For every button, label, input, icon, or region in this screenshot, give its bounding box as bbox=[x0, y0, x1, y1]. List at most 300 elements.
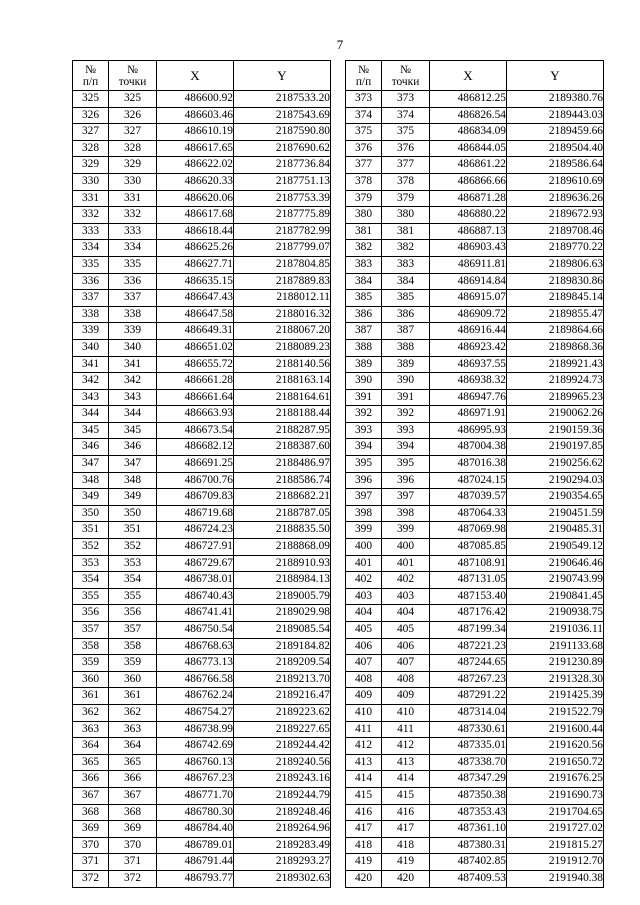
cell-point: 327 bbox=[109, 124, 157, 141]
cell-num: 333 bbox=[73, 223, 109, 240]
table-row bbox=[73, 124, 331, 141]
cell-x: 486971.91 bbox=[430, 406, 507, 423]
cell-num: 342 bbox=[73, 373, 109, 390]
cell-point: 326 bbox=[109, 107, 157, 124]
cell-x: 486791.44 bbox=[157, 854, 234, 871]
cell-y: 2189227.65 bbox=[234, 721, 331, 738]
cell-x: 487409.53 bbox=[430, 870, 507, 887]
cell-point: 337 bbox=[109, 290, 157, 307]
cell-y: 2190159.36 bbox=[507, 422, 604, 439]
cell-x: 486866.66 bbox=[430, 173, 507, 190]
cell-point: 404 bbox=[382, 605, 430, 622]
cell-point: 389 bbox=[382, 356, 430, 373]
cell-x: 486661.64 bbox=[157, 389, 234, 406]
cell-point: 390 bbox=[382, 373, 430, 390]
cell-y: 2191727.02 bbox=[507, 821, 604, 838]
cell-y: 2188140.56 bbox=[234, 356, 331, 373]
cell-x: 486909.72 bbox=[430, 306, 507, 323]
cell-y: 2189443.03 bbox=[507, 107, 604, 124]
table-row bbox=[73, 406, 331, 423]
cell-point: 369 bbox=[109, 821, 157, 838]
cell-num: 379 bbox=[346, 190, 382, 207]
cell-point: 378 bbox=[382, 173, 430, 190]
cell-num: 405 bbox=[346, 622, 382, 639]
cell-x: 487004.38 bbox=[430, 439, 507, 456]
cell-x: 486661.28 bbox=[157, 373, 234, 390]
cell-y: 2191690.73 bbox=[507, 787, 604, 804]
cell-num: 362 bbox=[73, 704, 109, 721]
cell-y: 2190294.03 bbox=[507, 472, 604, 489]
cell-point: 358 bbox=[109, 638, 157, 655]
cell-point: 394 bbox=[382, 439, 430, 456]
table-row bbox=[346, 671, 604, 688]
cell-x: 487350.38 bbox=[430, 787, 507, 804]
cell-y: 2191676.25 bbox=[507, 771, 604, 788]
cell-y: 2189672.93 bbox=[507, 207, 604, 224]
cell-point: 386 bbox=[382, 306, 430, 323]
table-row bbox=[73, 787, 331, 804]
cell-x: 486773.13 bbox=[157, 655, 234, 672]
cell-x: 486740.43 bbox=[157, 588, 234, 605]
cell-point: 384 bbox=[382, 273, 430, 290]
cell-num: 328 bbox=[73, 140, 109, 157]
cell-y: 2189864.66 bbox=[507, 323, 604, 340]
header-num: № п/п bbox=[73, 61, 109, 91]
cell-num: 397 bbox=[346, 489, 382, 506]
table-row bbox=[73, 223, 331, 240]
cell-x: 486766.58 bbox=[157, 671, 234, 688]
table-body-left bbox=[73, 91, 331, 888]
table-row bbox=[346, 190, 604, 207]
cell-num: 406 bbox=[346, 638, 382, 655]
cell-y: 2187804.85 bbox=[234, 256, 331, 273]
cell-num: 402 bbox=[346, 572, 382, 589]
table-row bbox=[346, 638, 604, 655]
cell-y: 2188682.21 bbox=[234, 489, 331, 506]
table-row bbox=[73, 821, 331, 838]
cell-num: 352 bbox=[73, 539, 109, 556]
cell-x: 487153.40 bbox=[430, 588, 507, 605]
cell-point: 331 bbox=[109, 190, 157, 207]
cell-num: 350 bbox=[73, 505, 109, 522]
table-row bbox=[73, 671, 331, 688]
table-row bbox=[73, 240, 331, 257]
cell-num: 354 bbox=[73, 572, 109, 589]
cell-x: 486691.25 bbox=[157, 456, 234, 473]
cell-point: 381 bbox=[382, 223, 430, 240]
cell-point: 387 bbox=[382, 323, 430, 340]
cell-point: 334 bbox=[109, 240, 157, 257]
cell-num: 377 bbox=[346, 157, 382, 174]
table-row bbox=[346, 173, 604, 190]
cell-x: 487338.70 bbox=[430, 754, 507, 771]
cell-point: 391 bbox=[382, 389, 430, 406]
cell-x: 486789.01 bbox=[157, 837, 234, 854]
cell-num: 367 bbox=[73, 787, 109, 804]
cell-num: 361 bbox=[73, 688, 109, 705]
cell-y: 2189244.42 bbox=[234, 738, 331, 755]
cell-num: 403 bbox=[346, 588, 382, 605]
cell-x: 486784.40 bbox=[157, 821, 234, 838]
cell-x: 487347.29 bbox=[430, 771, 507, 788]
cell-x: 486834.09 bbox=[430, 124, 507, 141]
cell-y: 2189459.66 bbox=[507, 124, 604, 141]
cell-point: 407 bbox=[382, 655, 430, 672]
table-row bbox=[346, 240, 604, 257]
cell-y: 2191600.44 bbox=[507, 721, 604, 738]
cell-y: 2188787.05 bbox=[234, 505, 331, 522]
cell-y: 2187736.84 bbox=[234, 157, 331, 174]
cell-x: 486600.92 bbox=[157, 91, 234, 108]
cell-point: 409 bbox=[382, 688, 430, 705]
cell-point: 396 bbox=[382, 472, 430, 489]
cell-point: 342 bbox=[109, 373, 157, 390]
cell-num: 347 bbox=[73, 456, 109, 473]
cell-point: 349 bbox=[109, 489, 157, 506]
cell-y: 2190062.26 bbox=[507, 406, 604, 423]
cell-y: 2187889.83 bbox=[234, 273, 331, 290]
cell-point: 350 bbox=[109, 505, 157, 522]
cell-num: 364 bbox=[73, 738, 109, 755]
cell-point: 351 bbox=[109, 522, 157, 539]
cell-point: 406 bbox=[382, 638, 430, 655]
cell-y: 2187799.07 bbox=[234, 240, 331, 257]
table-row bbox=[73, 306, 331, 323]
cell-y: 2189005.79 bbox=[234, 588, 331, 605]
cell-y: 2188188.44 bbox=[234, 406, 331, 423]
cell-point: 328 bbox=[109, 140, 157, 157]
cell-x: 486622.02 bbox=[157, 157, 234, 174]
cell-point: 403 bbox=[382, 588, 430, 605]
table-row bbox=[73, 605, 331, 622]
cell-y: 2188486.97 bbox=[234, 456, 331, 473]
cell-num: 385 bbox=[346, 290, 382, 307]
table-row bbox=[73, 472, 331, 489]
header-point: № точки bbox=[382, 61, 430, 91]
cell-num: 339 bbox=[73, 323, 109, 340]
table-row bbox=[73, 389, 331, 406]
cell-y: 2189302.63 bbox=[234, 870, 331, 887]
table-body-right bbox=[346, 91, 604, 888]
table-row bbox=[73, 190, 331, 207]
cell-x: 487267.23 bbox=[430, 671, 507, 688]
cell-x: 486750.54 bbox=[157, 622, 234, 639]
cell-x: 487016.38 bbox=[430, 456, 507, 473]
cell-x: 487291.22 bbox=[430, 688, 507, 705]
table-row bbox=[73, 157, 331, 174]
cell-num: 337 bbox=[73, 290, 109, 307]
cell-num: 360 bbox=[73, 671, 109, 688]
table-row bbox=[73, 704, 331, 721]
cell-y: 2190354.65 bbox=[507, 489, 604, 506]
table-row bbox=[73, 854, 331, 871]
cell-point: 414 bbox=[382, 771, 430, 788]
cell-point: 420 bbox=[382, 870, 430, 887]
cell-x: 486655.72 bbox=[157, 356, 234, 373]
cell-point: 353 bbox=[109, 555, 157, 572]
cell-point: 398 bbox=[382, 505, 430, 522]
cell-x: 486887.13 bbox=[430, 223, 507, 240]
cell-point: 382 bbox=[382, 240, 430, 257]
cell-x: 486738.99 bbox=[157, 721, 234, 738]
table-row bbox=[346, 837, 604, 854]
cell-num: 383 bbox=[346, 256, 382, 273]
table-row bbox=[73, 555, 331, 572]
cell-x: 486768.63 bbox=[157, 638, 234, 655]
cell-num: 326 bbox=[73, 107, 109, 124]
table-row bbox=[346, 472, 604, 489]
table-header-row bbox=[346, 61, 604, 91]
cell-point: 368 bbox=[109, 804, 157, 821]
cell-y: 2189845.14 bbox=[507, 290, 604, 307]
cell-x: 486762.24 bbox=[157, 688, 234, 705]
table-row bbox=[73, 837, 331, 854]
cell-point: 377 bbox=[382, 157, 430, 174]
cell-num: 357 bbox=[73, 622, 109, 639]
table-row bbox=[346, 107, 604, 124]
cell-y: 2189806.63 bbox=[507, 256, 604, 273]
cell-x: 487330.61 bbox=[430, 721, 507, 738]
cell-y: 2189244.79 bbox=[234, 787, 331, 804]
cell-y: 2189924.73 bbox=[507, 373, 604, 390]
cell-y: 2188012.11 bbox=[234, 290, 331, 307]
table-row bbox=[73, 207, 331, 224]
cell-x: 487402.85 bbox=[430, 854, 507, 871]
cell-num: 349 bbox=[73, 489, 109, 506]
table-row bbox=[346, 688, 604, 705]
cell-y: 2187590.80 bbox=[234, 124, 331, 141]
cell-num: 415 bbox=[346, 787, 382, 804]
cell-x: 487199.34 bbox=[430, 622, 507, 639]
cell-num: 376 bbox=[346, 140, 382, 157]
cell-y: 2191704.65 bbox=[507, 804, 604, 821]
table-row bbox=[346, 489, 604, 506]
cell-y: 2190743.99 bbox=[507, 572, 604, 589]
cell-y: 2191328.30 bbox=[507, 671, 604, 688]
table-row bbox=[346, 721, 604, 738]
table-row bbox=[73, 572, 331, 589]
cell-y: 2187543.69 bbox=[234, 107, 331, 124]
cell-y: 2189610.69 bbox=[507, 173, 604, 190]
cell-num: 336 bbox=[73, 273, 109, 290]
cell-num: 420 bbox=[346, 870, 382, 887]
header-y: Y bbox=[234, 61, 331, 91]
cell-x: 486647.58 bbox=[157, 306, 234, 323]
coordinates-table-left bbox=[72, 60, 331, 888]
cell-x: 486625.26 bbox=[157, 240, 234, 257]
cell-x: 486738.01 bbox=[157, 572, 234, 589]
cell-point: 357 bbox=[109, 622, 157, 639]
cell-num: 387 bbox=[346, 323, 382, 340]
cell-point: 347 bbox=[109, 456, 157, 473]
cell-x: 487221.23 bbox=[430, 638, 507, 655]
header-num: № п/п bbox=[346, 61, 382, 91]
cell-point: 400 bbox=[382, 539, 430, 556]
cell-num: 409 bbox=[346, 688, 382, 705]
cell-y: 2190646.46 bbox=[507, 555, 604, 572]
cell-x: 486826.54 bbox=[430, 107, 507, 124]
cell-num: 378 bbox=[346, 173, 382, 190]
cell-point: 415 bbox=[382, 787, 430, 804]
cell-point: 329 bbox=[109, 157, 157, 174]
table-row bbox=[73, 373, 331, 390]
cell-y: 2188984.13 bbox=[234, 572, 331, 589]
table-row bbox=[346, 140, 604, 157]
table-row bbox=[346, 306, 604, 323]
cell-x: 486793.77 bbox=[157, 870, 234, 887]
cell-y: 2187533.20 bbox=[234, 91, 331, 108]
cell-point: 395 bbox=[382, 456, 430, 473]
cell-point: 336 bbox=[109, 273, 157, 290]
cell-y: 2187753.39 bbox=[234, 190, 331, 207]
cell-y: 2188910.93 bbox=[234, 555, 331, 572]
cell-y: 2189770.22 bbox=[507, 240, 604, 257]
table-row bbox=[73, 489, 331, 506]
cell-y: 2188067.20 bbox=[234, 323, 331, 340]
table-row bbox=[346, 522, 604, 539]
cell-num: 343 bbox=[73, 389, 109, 406]
cell-x: 487314.04 bbox=[430, 704, 507, 721]
cell-x: 486903.43 bbox=[430, 240, 507, 257]
cell-num: 331 bbox=[73, 190, 109, 207]
table-row bbox=[346, 373, 604, 390]
cell-y: 2190197.85 bbox=[507, 439, 604, 456]
cell-point: 419 bbox=[382, 854, 430, 871]
table-row bbox=[73, 456, 331, 473]
cell-x: 486947.76 bbox=[430, 389, 507, 406]
cell-point: 364 bbox=[109, 738, 157, 755]
table-header-row bbox=[73, 61, 331, 91]
cell-num: 380 bbox=[346, 207, 382, 224]
cell-x: 486603.46 bbox=[157, 107, 234, 124]
cell-x: 486754.27 bbox=[157, 704, 234, 721]
cell-y: 2188586.74 bbox=[234, 472, 331, 489]
cell-point: 367 bbox=[109, 787, 157, 804]
cell-point: 372 bbox=[109, 870, 157, 887]
cell-num: 391 bbox=[346, 389, 382, 406]
cell-point: 401 bbox=[382, 555, 430, 572]
cell-x: 486742.69 bbox=[157, 738, 234, 755]
cell-x: 486767.23 bbox=[157, 771, 234, 788]
cell-x: 486700.76 bbox=[157, 472, 234, 489]
cell-num: 365 bbox=[73, 754, 109, 771]
cell-x: 486937.55 bbox=[430, 356, 507, 373]
cell-x: 486647.43 bbox=[157, 290, 234, 307]
cell-num: 416 bbox=[346, 804, 382, 821]
cell-num: 404 bbox=[346, 605, 382, 622]
table-row bbox=[346, 605, 604, 622]
cell-num: 345 bbox=[73, 422, 109, 439]
cell-num: 351 bbox=[73, 522, 109, 539]
cell-y: 2189830.86 bbox=[507, 273, 604, 290]
cell-point: 399 bbox=[382, 522, 430, 539]
cell-y: 2189213.70 bbox=[234, 671, 331, 688]
cell-point: 341 bbox=[109, 356, 157, 373]
cell-y: 2189504.40 bbox=[507, 140, 604, 157]
cell-num: 411 bbox=[346, 721, 382, 738]
cell-num: 329 bbox=[73, 157, 109, 174]
cell-y: 2187782.99 bbox=[234, 223, 331, 240]
cell-point: 402 bbox=[382, 572, 430, 589]
cell-point: 385 bbox=[382, 290, 430, 307]
cell-point: 397 bbox=[382, 489, 430, 506]
cell-x: 486620.06 bbox=[157, 190, 234, 207]
cell-y: 2188387.60 bbox=[234, 439, 331, 456]
cell-y: 2191650.72 bbox=[507, 754, 604, 771]
table-row bbox=[346, 290, 604, 307]
cell-point: 339 bbox=[109, 323, 157, 340]
cell-point: 408 bbox=[382, 671, 430, 688]
cell-y: 2189586.64 bbox=[507, 157, 604, 174]
cell-y: 2191425.39 bbox=[507, 688, 604, 705]
cell-y: 2189209.54 bbox=[234, 655, 331, 672]
cell-point: 383 bbox=[382, 256, 430, 273]
cell-num: 412 bbox=[346, 738, 382, 755]
cell-num: 341 bbox=[73, 356, 109, 373]
cell-point: 393 bbox=[382, 422, 430, 439]
cell-y: 2189216.47 bbox=[234, 688, 331, 705]
cell-x: 487353.43 bbox=[430, 804, 507, 821]
cell-y: 2189636.26 bbox=[507, 190, 604, 207]
cell-x: 487380.31 bbox=[430, 837, 507, 854]
cell-num: 366 bbox=[73, 771, 109, 788]
cell-num: 395 bbox=[346, 456, 382, 473]
cell-y: 2189380.76 bbox=[507, 91, 604, 108]
table-row bbox=[73, 356, 331, 373]
cell-point: 379 bbox=[382, 190, 430, 207]
table-row bbox=[346, 91, 604, 108]
cell-y: 2191133.68 bbox=[507, 638, 604, 655]
cell-x: 486861.22 bbox=[430, 157, 507, 174]
cell-num: 358 bbox=[73, 638, 109, 655]
cell-y: 2189708.46 bbox=[507, 223, 604, 240]
table-row bbox=[346, 787, 604, 804]
cell-x: 486649.31 bbox=[157, 323, 234, 340]
cell-y: 2190485.31 bbox=[507, 522, 604, 539]
table-row bbox=[73, 505, 331, 522]
table-row bbox=[346, 339, 604, 356]
cell-y: 2191522.79 bbox=[507, 704, 604, 721]
cell-x: 486709.83 bbox=[157, 489, 234, 506]
cell-y: 2188164.61 bbox=[234, 389, 331, 406]
cell-x: 486741.41 bbox=[157, 605, 234, 622]
cell-num: 372 bbox=[73, 870, 109, 887]
cell-x: 486771.70 bbox=[157, 787, 234, 804]
cell-num: 392 bbox=[346, 406, 382, 423]
cell-num: 396 bbox=[346, 472, 382, 489]
cell-y: 2187690.62 bbox=[234, 140, 331, 157]
cell-x: 487069.98 bbox=[430, 522, 507, 539]
table-row bbox=[346, 406, 604, 423]
cell-y: 2191912.70 bbox=[507, 854, 604, 871]
cell-point: 346 bbox=[109, 439, 157, 456]
table-row bbox=[346, 588, 604, 605]
cell-point: 363 bbox=[109, 721, 157, 738]
cell-x: 487108.91 bbox=[430, 555, 507, 572]
header-y: Y bbox=[507, 61, 604, 91]
cell-x: 487064.33 bbox=[430, 505, 507, 522]
cell-y: 2189293.27 bbox=[234, 854, 331, 871]
cell-x: 486923.42 bbox=[430, 339, 507, 356]
cell-x: 486651.02 bbox=[157, 339, 234, 356]
cell-x: 486938.32 bbox=[430, 373, 507, 390]
cell-y: 2189868.36 bbox=[507, 339, 604, 356]
cell-point: 330 bbox=[109, 173, 157, 190]
cell-num: 394 bbox=[346, 439, 382, 456]
cell-y: 2191940.38 bbox=[507, 870, 604, 887]
cell-point: 360 bbox=[109, 671, 157, 688]
cell-point: 345 bbox=[109, 422, 157, 439]
